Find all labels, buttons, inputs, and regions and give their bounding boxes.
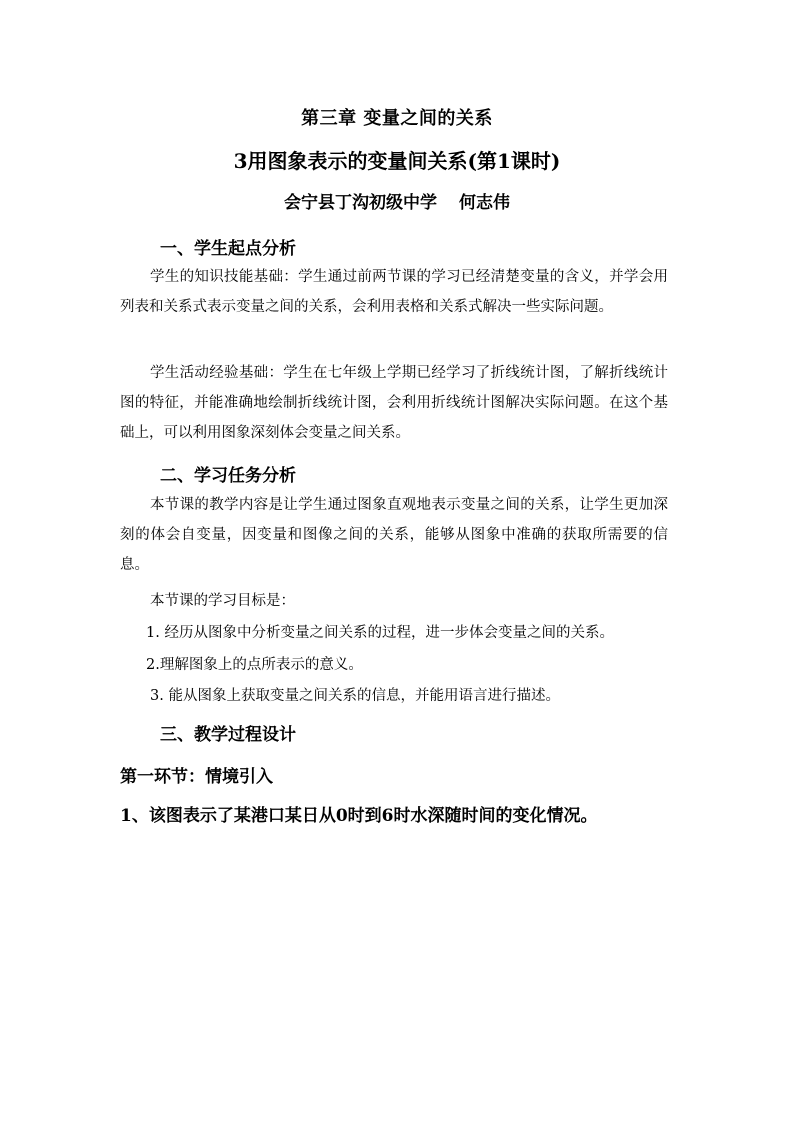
paragraph-content-description: 本节课的教学内容是让学生通过图象直观地表示变量之间的关系，让学生更加深刻的体会自变量，因变量和图像之间的关系，能够从图象中准确的获取所需要的信息。 xyxy=(120,497,668,573)
lesson-title: 3用图象表示的变量间关系(第1课时) xyxy=(233,149,561,173)
goals-intro: 本节课的学习目标是： xyxy=(150,593,295,609)
paragraph-knowledge-basis: 学生的知识技能基础：学生通过前两节课的学习已经清楚变量的含义，并学会用列表和关系式表示变量之间的关系，会利用表格和关系式解决一些实际问题。 xyxy=(120,269,668,315)
paragraph-experience-basis: 学生活动经验基础：学生在七年级上学期已经学习了折线统计图，了解折线统计图的特征，并能准确地绘制折线统计图，会利用折线统计图解决实际问题。在这个基础上，可以利用图象深刻体会变量之间关系。 xyxy=(120,365,668,441)
section-heading-task-analysis: 二、学习任务分析 xyxy=(160,466,296,486)
question-text: 1、该图表示了某港口某日从0时到6时水深随时间的变化情况。 xyxy=(120,806,598,826)
chapter-title: 第三章 变量之间的关系 xyxy=(301,108,493,129)
goal-item: 1. 经历从图象中分析变量之间关系的过程，进一步体会变量之间的关系。 xyxy=(146,625,614,641)
section-heading-student-analysis: 一、学生起点分析 xyxy=(160,239,296,259)
section-heading-teaching-process: 三、教学过程设计 xyxy=(160,725,296,745)
goal-item: 2.理解图象上的点所表示的意义。 xyxy=(146,657,363,673)
step-heading: 第一环节：情境引入 xyxy=(120,767,273,787)
author-name: 何志伟 xyxy=(459,193,510,213)
goal-item: 3. 能从图象上获取变量之间关系的信息，并能用语言进行描述。 xyxy=(150,688,560,704)
school-name: 会宁县丁沟初级中学 xyxy=(284,193,437,213)
author-line xyxy=(0,188,794,213)
